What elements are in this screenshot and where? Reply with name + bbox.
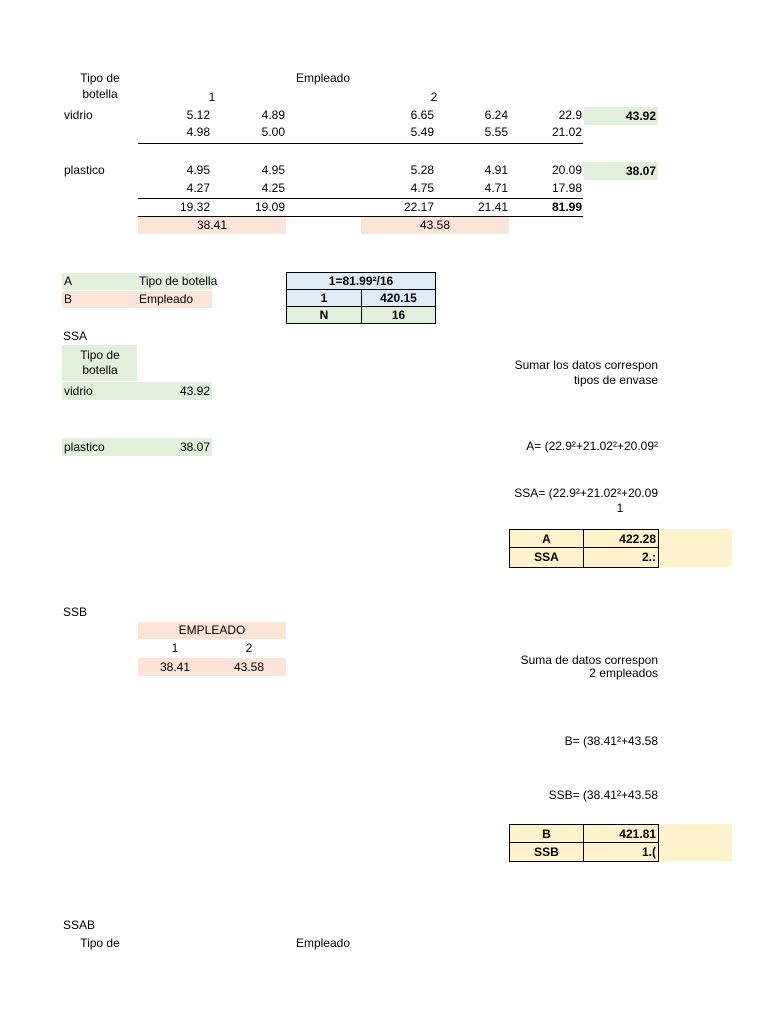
formula-b: B= (38.41²+43.58 bbox=[564, 734, 658, 748]
ssb-note-line2: 2 empleados bbox=[589, 666, 658, 680]
correction-header: 1=81.99²/16 bbox=[287, 273, 436, 290]
col-total: 22.17 bbox=[403, 200, 434, 214]
result-a-value: 422.28 bbox=[584, 530, 658, 548]
ssab-header-tipo: Tipo de bbox=[80, 936, 120, 950]
n-value: 16 bbox=[362, 307, 436, 324]
ssa-plastico-label: plastico bbox=[64, 440, 105, 454]
legend-b-label: Empleado bbox=[137, 291, 212, 308]
row-label-vidrio: vidrio bbox=[64, 108, 93, 122]
ssb-val2: 43.58 bbox=[212, 658, 286, 676]
cell: 4.71 bbox=[484, 181, 508, 195]
formula-a: A= (22.9²+21.02²+20.09² bbox=[526, 439, 658, 453]
header-tipo-botella-line1: Tipo de bbox=[80, 71, 120, 85]
row-label-plastico: plastico bbox=[64, 163, 105, 177]
plastico-total: 38.07 bbox=[584, 162, 658, 180]
grand-total: 81.99 bbox=[551, 200, 582, 214]
cell: 20.09 bbox=[551, 163, 582, 177]
ssb-result-highlight bbox=[658, 824, 732, 861]
n-key: N bbox=[287, 307, 362, 324]
cell: 6.65 bbox=[410, 108, 434, 122]
cell: 5.12 bbox=[186, 108, 210, 122]
cell: 4.95 bbox=[261, 163, 285, 177]
ssb-title: SSB bbox=[63, 605, 88, 619]
cell: 4.27 bbox=[186, 181, 210, 195]
formula-ssb: SSB= (38.41²+43.58 bbox=[548, 788, 658, 802]
empleado-1-total: 38.41 bbox=[138, 217, 286, 234]
ssa-plastico-value: 38.07 bbox=[179, 440, 210, 454]
correction-value: 420.15 bbox=[362, 290, 436, 307]
col-total: 21.41 bbox=[477, 200, 508, 214]
ssa-note-line2: tipos de envase bbox=[573, 373, 658, 387]
col-total: 19.32 bbox=[179, 200, 210, 214]
header-empleado-2: 2 bbox=[430, 90, 438, 104]
cell: 4.75 bbox=[410, 181, 434, 195]
legend-a-key: A bbox=[62, 273, 137, 290]
correction-table bbox=[286, 272, 436, 324]
cell: 4.95 bbox=[186, 163, 210, 177]
legend-b-key: B bbox=[62, 291, 137, 308]
cell: 4.91 bbox=[484, 163, 508, 177]
ssab-header-empleado: Empleado bbox=[295, 936, 351, 950]
formula-ssa-denominator: 1 bbox=[616, 501, 624, 515]
cell: 5.28 bbox=[410, 163, 434, 177]
header-empleado-1: 1 bbox=[208, 90, 216, 104]
ssb-val1: 38.41 bbox=[138, 658, 212, 676]
legend-a-label: Tipo de botella bbox=[139, 274, 218, 288]
ssb-emp2: 2 bbox=[245, 641, 253, 655]
cell: 4.25 bbox=[261, 181, 285, 195]
cell: 21.02 bbox=[551, 125, 582, 139]
cell: 4.89 bbox=[261, 108, 285, 122]
ssb-emp1: 1 bbox=[171, 641, 179, 655]
ssa-title: SSA bbox=[63, 329, 88, 343]
header-empleado: Empleado bbox=[295, 71, 351, 85]
formula-ssa: SSA= (22.9²+21.02²+20.09 bbox=[514, 486, 658, 500]
cell: 5.49 bbox=[410, 125, 434, 139]
ssa-vidrio-value: 43.92 bbox=[179, 384, 210, 398]
ssa-result-table bbox=[509, 529, 659, 568]
ssa-vidrio-label: vidrio bbox=[64, 384, 93, 398]
header-tipo-botella-line2: botella bbox=[82, 87, 118, 101]
ssa-note-line1: Sumar los datos correspon bbox=[514, 358, 658, 372]
result-b-key: B bbox=[510, 825, 584, 843]
result-b-value: 421.81 bbox=[584, 825, 658, 843]
ssa-result-highlight bbox=[658, 529, 732, 567]
cell: 4.98 bbox=[186, 125, 210, 139]
vidrio-total: 43.92 bbox=[584, 107, 658, 125]
result-a-key: A bbox=[510, 530, 584, 548]
ssb-note-line1: Suma de datos correspon bbox=[520, 653, 658, 667]
cell: 5.55 bbox=[484, 125, 508, 139]
result-ssa-key: SSA bbox=[510, 548, 584, 567]
row-divider bbox=[138, 143, 583, 144]
empleado-2-total: 43.58 bbox=[361, 217, 509, 234]
ssab-title: SSAB bbox=[63, 918, 96, 932]
result-ssb-value: 1.( bbox=[641, 845, 656, 859]
cell: 5.00 bbox=[261, 125, 285, 139]
cell: 22.9 bbox=[558, 108, 582, 122]
ssb-header: EMPLEADO bbox=[138, 622, 286, 639]
ssa-header-line2: botella bbox=[82, 363, 118, 377]
cell: 6.24 bbox=[484, 108, 508, 122]
correction-key: 1 bbox=[287, 290, 362, 307]
col-total: 19.09 bbox=[254, 200, 285, 214]
cell: 17.98 bbox=[551, 181, 582, 195]
ssb-result-table bbox=[509, 824, 659, 862]
result-ssb-key: SSB bbox=[510, 843, 584, 861]
ssa-header-line1: Tipo de bbox=[80, 348, 120, 362]
result-ssa-value: 2.: bbox=[641, 550, 656, 564]
